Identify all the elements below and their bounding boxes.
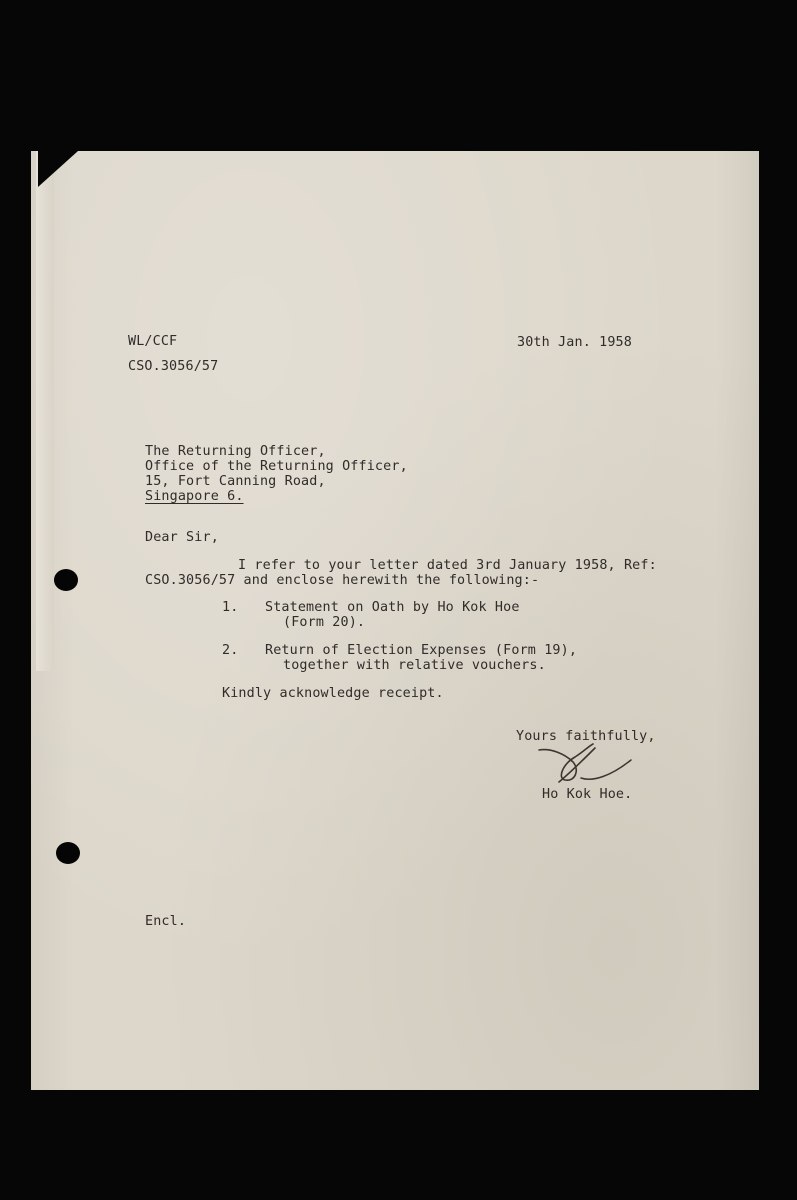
item-2-number: 2. [222,643,239,658]
body-line-2: CSO.3056/57 and enclose herewith the following:- [145,573,540,588]
signatory-name: Ho Kok Hoe. [542,787,633,802]
handwritten-signature [535,742,635,786]
paper-fold-edge [36,151,54,671]
reference-line-1: WL/CCF [128,334,178,349]
letter-date: 30th Jan. 1958 [517,335,632,350]
item-2-line-2: together with relative vouchers. [283,658,546,673]
punch-hole-top [54,569,78,591]
closing-request: Kindly acknowledge receipt. [222,686,444,701]
torn-corner [38,151,78,187]
valediction: Yours faithfully, [516,729,656,744]
punch-hole-bottom [56,842,80,864]
address-line-4: Singapore 6. [145,489,244,504]
address-line-2: Office of the Returning Officer, [145,459,408,474]
item-1-line-1: Statement on Oath by Ho Kok Hoe [265,600,520,615]
enclosure-note: Encl. [145,914,187,929]
address-line-3: 15, Fort Canning Road, [145,474,326,489]
reference-line-2: CSO.3056/57 [128,359,219,374]
salutation: Dear Sir, [145,530,219,545]
item-2-line-1: Return of Election Expenses (Form 19), [265,643,578,658]
address-line-1: The Returning Officer, [145,444,326,459]
item-1-line-2: (Form 20). [283,615,366,630]
letter-page [31,151,759,1090]
item-1-number: 1. [222,600,239,615]
body-line-1: I refer to your letter dated 3rd January 1958, Ref: [238,558,657,573]
